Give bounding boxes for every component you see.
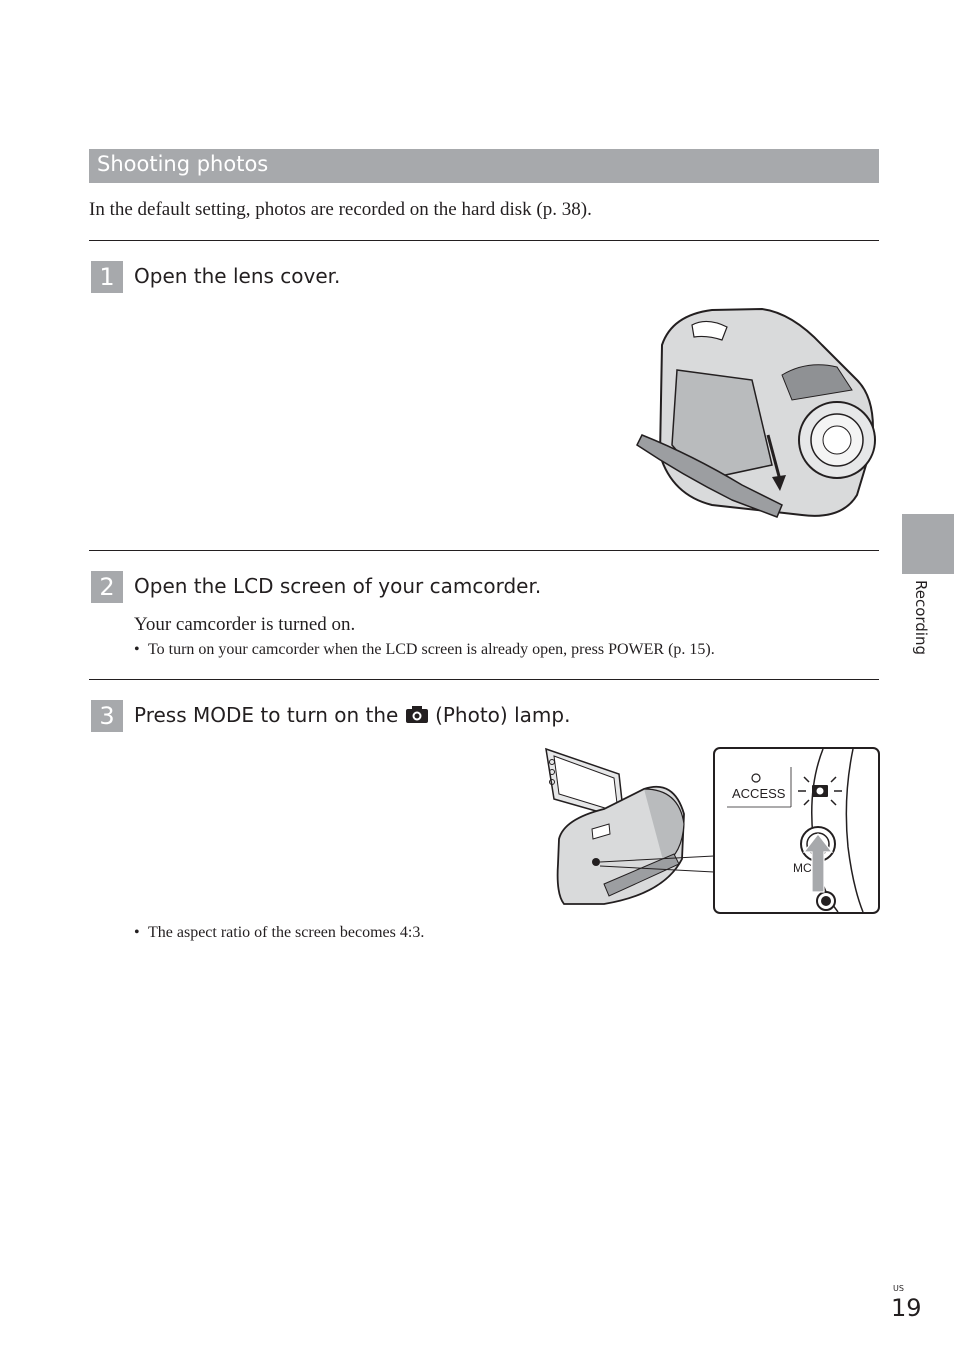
bullet-dot: • [134, 924, 140, 941]
step-3-text [134, 703, 570, 727]
section-title: Shooting photos [97, 152, 269, 176]
mode-button-closeup [713, 747, 880, 914]
bullet-text: The aspect ratio of the screen becomes 4:3. [148, 924, 425, 941]
section-header-bar [89, 149, 879, 183]
mode-label: MC [793, 861, 812, 875]
step-3-number: 3 [91, 700, 123, 732]
step-1-text: Open the lens cover. [134, 264, 341, 288]
step-2-number: 2 [91, 571, 123, 603]
camcorder-mode-illustration [544, 744, 724, 916]
step-2-text: Open the LCD screen of your camcorder. [134, 574, 542, 598]
access-label: ACCESS [732, 786, 786, 801]
bullet-dot: • [134, 641, 140, 658]
bullet-text: To turn on your camcorder when the LCD screen is already open, press POWER (p. 15). [148, 641, 715, 658]
step-3-bullet [134, 924, 424, 942]
divider [89, 240, 879, 241]
step-3-text-before: Press MODE to turn on the [134, 703, 399, 727]
divider [89, 679, 879, 680]
step-2-bullet [134, 641, 715, 659]
step-1-number: 1 [91, 261, 123, 293]
intro-text: In the default setting, photos are recorded on the hard disk (p. 38). [89, 199, 592, 220]
page-number: 19 [891, 1294, 922, 1322]
camcorder-lens-cover-illustration [632, 305, 882, 530]
side-tab-label: Recording [912, 580, 930, 656]
camera-icon [405, 705, 429, 724]
step-3-text-after: (Photo) lamp. [435, 703, 571, 727]
step-2-note: Your camcorder is turned on. [134, 614, 356, 635]
page-region-code: US [893, 1284, 904, 1293]
divider [89, 550, 879, 551]
side-tab [902, 514, 954, 574]
